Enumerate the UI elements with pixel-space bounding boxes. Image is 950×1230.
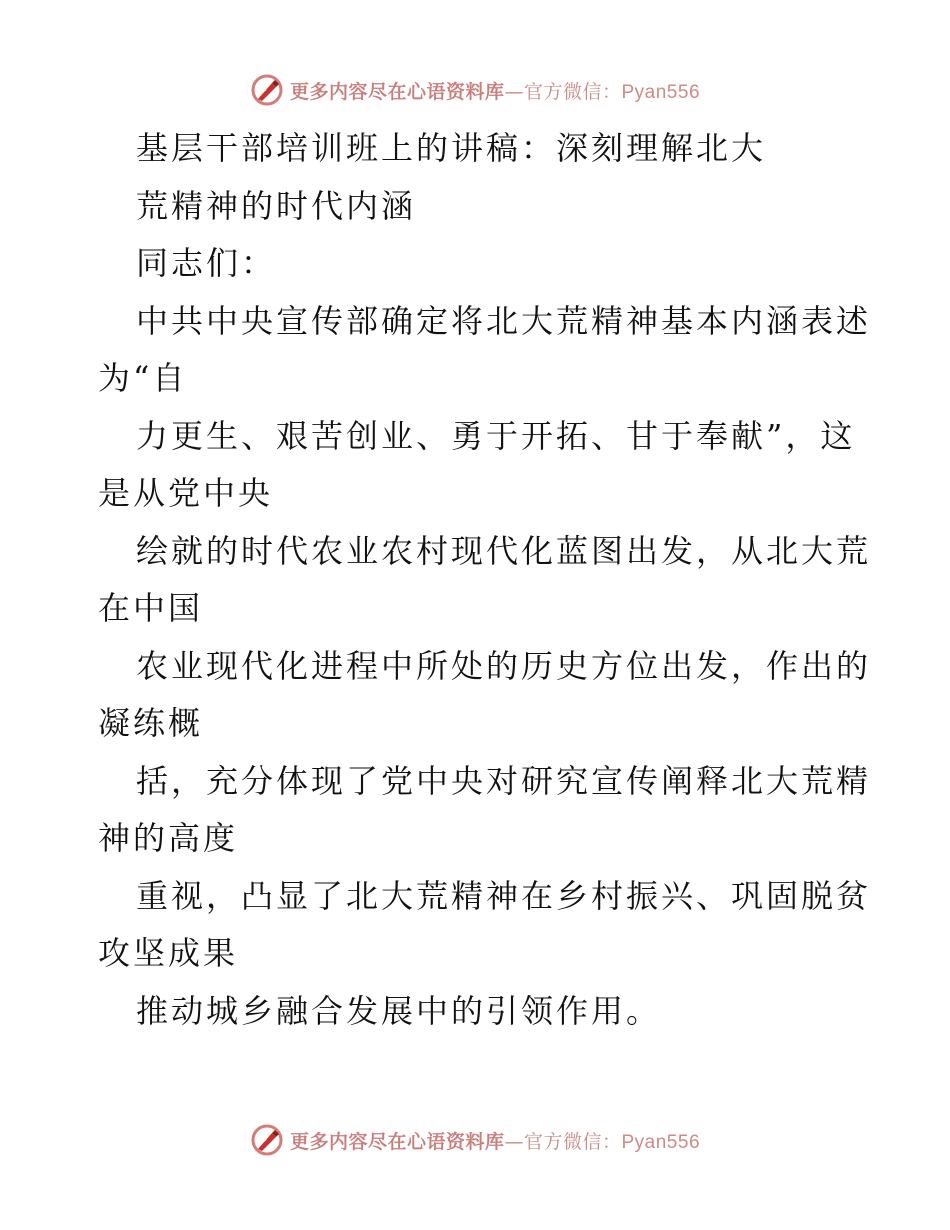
doc-line: 推动城乡融合发展中的引领作用。 — [136, 991, 662, 1030]
watermark-dash: — — [504, 1130, 524, 1153]
doc-line: 农业现代化进程中所处的历史方位出发，作出的 — [136, 646, 872, 685]
doc-line: 为“自 — [98, 359, 188, 397]
doc-line: 同志们： — [136, 244, 277, 282]
doc-line: 重视，凸显了北大荒精神在乡村振兴、巩固脱贫 — [136, 876, 872, 915]
watermark-dash: — — [504, 80, 524, 103]
doc-line: 基层干部培训班上的讲稿：深刻理解北大 — [136, 129, 767, 167]
doc-line: 攻坚成果 — [98, 934, 239, 972]
document-body — [98, 120, 872, 1040]
doc-line: 凝练概 — [98, 704, 204, 742]
footer-watermark — [0, 1120, 950, 1160]
watermark-text — [290, 77, 700, 104]
pen-logo-icon — [250, 1123, 284, 1157]
doc-line: 绘就的时代农业农村现代化蓝图出发，从北大荒 — [136, 531, 872, 570]
doc-line: 神的高度 — [98, 819, 239, 857]
watermark-brand: 更多内容尽在心语资料库 — [289, 1130, 505, 1153]
watermark-text — [290, 1127, 700, 1154]
pen-logo-icon — [250, 73, 284, 107]
watermark-brand: 更多内容尽在心语资料库 — [289, 80, 505, 103]
doc-line: 括，充分体现了党中央对研究宣传阐释北大荒精 — [136, 761, 872, 800]
header-watermark — [0, 70, 950, 110]
watermark-contact-id: Pyan556 — [621, 1131, 701, 1153]
watermark-contact-id: Pyan556 — [621, 81, 701, 103]
doc-line: 在中国 — [98, 589, 204, 627]
doc-line: 荒精神的时代内涵 — [136, 186, 417, 225]
watermark-contact-label: 官方微信： — [523, 80, 622, 103]
doc-line: 中共中央宣传部确定将北大荒精神基本内涵表述 — [136, 301, 872, 340]
doc-line: 力更生、艰苦创业、勇于开拓、甘于奉献”，这 — [136, 416, 856, 455]
doc-line: 是从党中央 — [98, 474, 274, 512]
watermark-contact-label: 官方微信： — [523, 1130, 622, 1153]
